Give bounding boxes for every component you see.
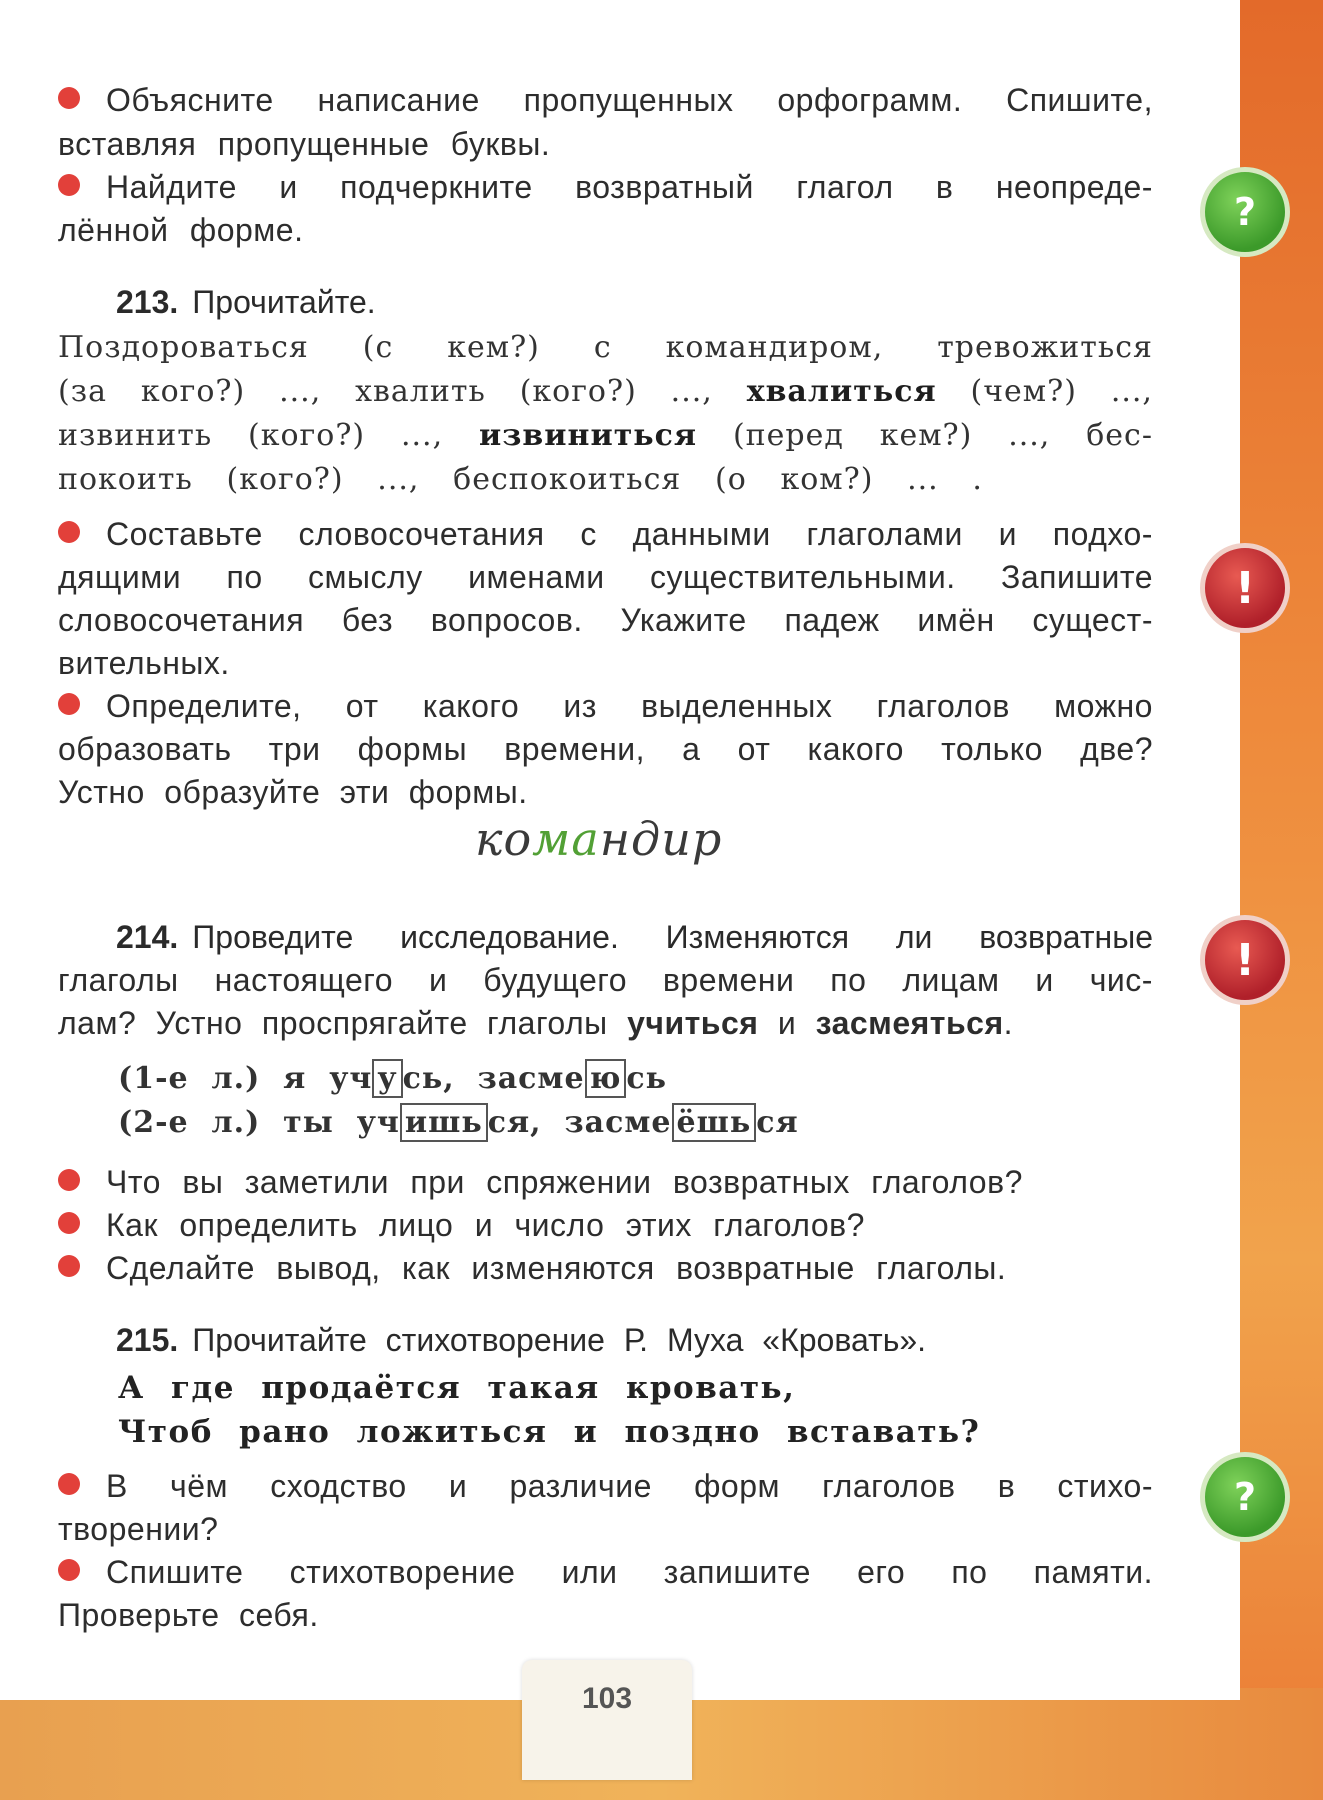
exercise-213-bullet-2-line-2: образовать три формы времени, а от какого только две? [58, 731, 1153, 767]
exercise-213-text-line-2: (за кого?) ..., хвалить (кого?) ..., хвалиться (чем?) ..., [58, 374, 1153, 409]
exercise-214-line-1: 214. Проведите исследование. Изменяются ли возвратные [116, 919, 1153, 955]
intro-bullet-2-line-2: лённой форме. [58, 212, 304, 248]
exercise-215-heading: 215. Прочитайте стихотворение Р. Муха «Кровать». [116, 1322, 927, 1358]
exercise-215-bullet-2-line-2: Проверьте себя. [58, 1597, 319, 1633]
exercise-214-question-2: Как определить лицо и число этих глаголов? [58, 1203, 1153, 1247]
poem-line-1: А где продаётся такая кровать, [118, 1370, 796, 1406]
red-bullet-icon [58, 87, 80, 109]
intro-bullet-2-line-1: Найдите и подчеркните возвратный глагол в неопреде- [58, 165, 1153, 209]
exercise-213-text-line-3: извинить (кого?) ..., извиниться (перед кем?) ..., бес- [58, 418, 1153, 453]
page-number-tab [522, 1660, 692, 1780]
conjugation-first-person: (1-е л.) я уч у сь, засме ю сь [118, 1061, 667, 1096]
red-bullet-icon [58, 1212, 80, 1234]
red-bullet-icon [58, 693, 80, 715]
exercise-215-bullet-2-line-1: Спишите стихотворение или запишите его по памяти. [58, 1550, 1153, 1594]
red-bullet-icon [58, 1255, 80, 1277]
exercise-214-question-3: Сделайте вывод, как изменяются возвратные глаголы. [58, 1246, 1153, 1290]
exercise-213-heading: 213. Прочитайте. [116, 284, 376, 320]
red-bullet-icon [58, 1169, 80, 1191]
page-number: 103 [581, 1682, 633, 1715]
exercise-214-line-2: глаголы настоящего и будущего времени по лицам и чис- [58, 962, 1153, 998]
exclamation-mark-icon: ! [1200, 915, 1290, 1005]
exercise-213-text-line-4: покоить (кого?) ..., беспокоиться (о ком?) ... . [58, 462, 983, 497]
exercise-213-bullet-1-line-3: словосочетания без вопросов. Укажите падеж имён сущест- [58, 602, 1153, 638]
exercise-213-bullet-1-line-1: Составьте словосочетания с данными глаголами и подхо- [58, 512, 1153, 556]
exercise-215-bullet-1-line-2: творении? [58, 1511, 219, 1547]
intro-bullet-1-line-1: Объясните написание пропущенных орфограмм. Спишите, [58, 78, 1153, 122]
conjugation-second-person: (2-е л.) ты уч ишь ся, засме ёшь ся [118, 1105, 799, 1140]
question-mark-icon: ? [1200, 167, 1290, 257]
red-bullet-icon [58, 1559, 80, 1581]
exercise-215-bullet-1-line-1: В чём сходство и различие форм глаголов в стихо- [58, 1464, 1153, 1508]
question-mark-icon: ? [1200, 1452, 1290, 1542]
exercise-214-line-3: лам? Устно проспрягайте глаголы учиться и засмеяться. [58, 1005, 1013, 1041]
exercise-213-bullet-1-line-2: дящими по смыслу именами существительными. Запишите [58, 559, 1153, 595]
exercise-213-text-line-1: Поздороваться (с кем?) с командиром, тревожиться [58, 330, 1153, 365]
intro-bullet-1-line-2: вставляя пропущенные буквы. [58, 126, 551, 162]
exclamation-mark-icon: ! [1200, 543, 1290, 633]
poem-line-2: Чтоб рано ложиться и поздно вставать? [118, 1414, 981, 1450]
red-bullet-icon [58, 174, 80, 196]
exercise-213-bullet-2-line-3: Устно образуйте эти формы. [58, 774, 528, 810]
red-bullet-icon [58, 521, 80, 543]
exercise-213-bullet-2-line-1: Определите, от какого из выделенных глаголов можно [58, 684, 1153, 728]
vocabulary-word-handwritten: командир [475, 812, 723, 866]
exercise-213-bullet-1-line-4: вительных. [58, 645, 230, 681]
red-bullet-icon [58, 1473, 80, 1495]
exercise-214-question-1: Что вы заметили при спряжении возвратных глаголов? [58, 1160, 1153, 1204]
